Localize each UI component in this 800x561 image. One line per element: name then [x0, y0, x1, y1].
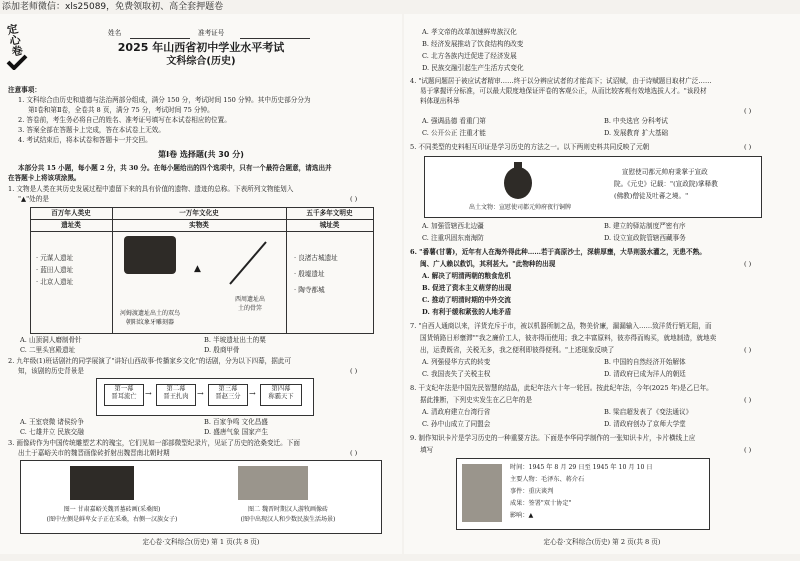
ticket-label: 准考证号 — [198, 29, 225, 37]
q3-option: C. 北方各族内迁促进了经济发展 — [422, 52, 517, 60]
q6-option: A. 解决了明清两朝的粮食危机 — [422, 272, 511, 280]
q2-stem: 2. 九年级(1)班话剧社的同学展演了"讲好山西故事·传播家乡文化"的话剧，分为以下四幕，据此可 — [8, 357, 292, 365]
card-line: 事件：重庆谈判 — [510, 488, 554, 495]
q3-stem: 3. 画像砖作为中国传统雕塑艺术的瑰宝，它们见如一部部微型纪录片，见证了历史的沧桑变迁。下面 — [8, 439, 300, 447]
q7-option: C. 我国丧失了关税主权 — [422, 370, 491, 378]
card-line: 影响：▲ — [510, 512, 534, 519]
table-cell: · 良渚古城遗址 — [294, 254, 338, 262]
note-line: 1. 文科综合由历史和道德与法治两部分组成，满分 150 分，考试时间 150 分钟。其中历史部分分为 — [18, 96, 311, 104]
q6-option: B. 促进了资本主义萌芽的出现 — [422, 284, 512, 292]
note-line: 3. 答案全部在答题卡上完成，答在本试卷上无效。 — [18, 126, 165, 134]
left-page — [0, 14, 402, 554]
quote-line: 宣慰使司都元帅府秉掌于宣政 — [622, 168, 708, 176]
arrow-right-icon: → — [249, 389, 256, 398]
q8-answer-paren: ( ) — [744, 396, 752, 404]
q1-stem: "▲"处的是 — [18, 195, 49, 203]
q3-option: B. 经济发展推动了饮食结构的改变 — [422, 40, 524, 48]
table-cell: · 陶寺都城 — [294, 286, 325, 294]
image-caption: 出土文物：宣慰使司都元帅府夜行铜牌 — [468, 204, 571, 211]
image-caption: 西周遗址出 — [234, 296, 265, 303]
historical-photo — [462, 464, 502, 522]
quote-line: (佛教)僧徒及吐蕃之境。" — [614, 192, 689, 200]
q7-option: A. 列强侵华方式的转变 — [422, 358, 491, 366]
q7-stem: 国货销路日形壅滞""我之廉价工人，彼亦得而使用；我之丰富原料，彼亦得而购买，就地制造，就地卖 — [420, 334, 717, 342]
ivory-carving-image — [124, 236, 176, 274]
q1-stem: 1. 文物是人类在其历史发展过程中遗留下来的具有价值的遗物、遗迹的总称。下表所列文物能划入 — [8, 185, 294, 193]
q7-stem: 7. "自西人通商以来，洋货充斥于市，被以机器所制之品，物美价廉，漏漏输入……致洋货行销无阻，而 — [410, 322, 712, 330]
table-cell: · 北京人遗址 — [36, 278, 74, 286]
q7-option: D. 清政府已成为洋人的朝廷 — [604, 370, 686, 378]
q5-option: A. 加强管辖西北边疆 — [422, 222, 484, 230]
arrow-right-icon: → — [145, 389, 152, 398]
q1-option: A. 山顶洞人磨制骨针 — [20, 336, 82, 344]
table-cell: · 蓝田人遗址 — [36, 266, 74, 274]
q4-stem: 易于掌握评分标准，可以最大限度地保证评卷的客观公正，从而比较客观有效地选拔人才。"该段材 — [420, 87, 707, 95]
q5-option: C. 注重巩固东南海防 — [422, 234, 484, 242]
q3-answer-paren: ( ) — [350, 449, 358, 457]
section-intro: 本部分共 15 小题，每小题 2 分，共 30 分。在每小题给出的四个选项中，只有一个最符合题意，请选出并 — [18, 164, 332, 172]
card-line: 主要人物：毛泽东、蒋介石 — [510, 476, 585, 483]
figure-caption: (图中左侧是鲜卑女子正在采桑，右侧一汉族女子) — [46, 516, 178, 523]
table-header: 五千多年文明史 — [306, 209, 353, 217]
q8-stem: 8. 干支纪年法是中国先民智慧的结晶，此纪年法六十年一轮回。按此纪年法，今年(2025 年)是乙巳年。 — [410, 384, 713, 392]
q8-option: D. 清政府创办了京师大学堂 — [604, 420, 686, 428]
q8-option: B. 梁启超发表了《变法通议》 — [604, 408, 693, 416]
q2-option: A. 王室衰微 诸侯纷争 — [20, 418, 84, 426]
table-cell: · 殷墟遗址 — [294, 270, 325, 278]
card-line: 时间：1945 年 8 月 29 日至 1945 年 10 月 10 日 — [510, 464, 653, 471]
q1-answer-paren: ( ) — [350, 195, 358, 203]
q2-answer-paren: ( ) — [350, 367, 358, 375]
q4-option: B. 中央选官 分科考试 — [604, 117, 668, 125]
name-line — [130, 38, 190, 39]
image-caption: 土的骨笄 — [237, 305, 262, 312]
exam-subtitle: 文科综合(历史) — [166, 56, 236, 67]
q4-stem: 料体现出科举 — [420, 97, 460, 105]
q9-answer-paren: ( ) — [744, 446, 752, 454]
q7-answer-paren: ( ) — [744, 346, 752, 354]
card-line: 成果：签署"双十协定" — [510, 500, 572, 507]
q2-stem: 知，该剧的历史背景是 — [18, 367, 84, 375]
logo: 定心卷 — [5, 22, 25, 59]
q8-option: A. 清政府建立台湾行省 — [422, 408, 491, 416]
image-caption: 河姆渡遗址出土的双鸟 — [119, 310, 180, 317]
q3-option: A. 孝文帝的改革加速鲜卑族汉化 — [422, 28, 517, 36]
ticket-line — [240, 38, 310, 39]
note-line: 2. 答卷前，考生务必将自己的姓名、准考证号填写在本试卷相应的位置。 — [18, 116, 231, 124]
table-subheader: 城址类 — [319, 221, 340, 229]
table-header: 百万年人类史 — [51, 209, 91, 217]
flow-step: 第三幕 晋赵三分 — [208, 384, 248, 406]
brick-painting-image — [70, 466, 134, 500]
figure-caption: (图中出现汉人和少数民族生活场景) — [240, 516, 336, 523]
bronze-token-image — [502, 162, 534, 200]
q4-answer-paren: ( ) — [744, 107, 752, 115]
page-footer: 定心卷·文科综合(历史) 第 1 页(共 8 页) — [142, 538, 260, 546]
q5-stem: 5. 不同类型的史料相互印证是学习历史的方法之一。以下两则史料共同反映了元朝 — [410, 143, 650, 151]
flow-step: 第一幕 晋耳流亡 — [104, 384, 144, 406]
figure-caption: 图二 魏晋时期汉人游牧画像砖 — [248, 506, 328, 513]
q4-option: D. 发展教育 扩大基础 — [604, 129, 669, 137]
q7-option: B. 中国的自然经济开始解体 — [604, 358, 686, 366]
q4-option: C. 公开公正 注重才能 — [422, 129, 486, 137]
q3-option: D. 民族交融引起生产生活方式变化 — [422, 64, 524, 72]
triangle-placeholder: ▲ — [194, 264, 201, 274]
section-title: 第Ⅰ卷 选择题(共 30 分) — [158, 150, 244, 159]
flow-step: 第四幕 称霸天下 — [260, 384, 302, 406]
q8-option: C. 孙中山成立了同盟会 — [422, 420, 491, 428]
note-line: 4. 考试结束后，将本试卷和答题卡一并交回。 — [18, 136, 152, 144]
note-line: 第Ⅰ卷和第Ⅱ卷，全卷共 8 页，满分 75 分，考试时间 75 分钟。 — [28, 106, 214, 114]
figure-caption: 图一 甘肃嘉峪关魏晋墓砖画(采桑图) — [63, 506, 161, 513]
q4-stem: 4. "试题问题居于被应试者精审……终于以分辨应试者的才能高下；试诏赋，由于诗赋题目取材广泛…… — [410, 77, 712, 85]
right-page — [404, 14, 800, 554]
q8-stem: 据此推断，下列史实发生在乙巳年的是 — [420, 396, 533, 404]
q9-stem: 填写 — [420, 446, 434, 454]
notes-title: 注意事项： — [8, 86, 41, 94]
exam-title: 2025 年山西省初中学业水平考试 — [117, 41, 285, 54]
flow-step: 第二幕 晋王扎肉 — [156, 384, 196, 406]
name-label: 姓名 — [108, 29, 122, 37]
table-subheader: 实物类 — [189, 221, 209, 229]
q4-option: A. 强调品德 看重门第 — [422, 117, 486, 125]
q5-option: D. 设立宣政院管辖西藏事务 — [604, 234, 686, 242]
section-intro: 在答题卡上将该项涂黑。 — [8, 174, 81, 182]
q6-answer-paren: ( ) — [744, 260, 752, 268]
q5-answer-paren: ( ) — [744, 143, 752, 151]
q2-option: C. 七雄并立 民族交融 — [20, 428, 84, 436]
q2-option: D. 盛唐气象 国家产生 — [204, 428, 269, 436]
table-rule — [30, 219, 373, 220]
q2-option: B. 百家争鸣 文化昌盛 — [204, 418, 268, 426]
table-cell: · 元谋人遗址 — [36, 254, 74, 262]
q5-option: B. 建立的驿站制度严密有序 — [604, 222, 686, 230]
arrow-right-icon: → — [197, 389, 204, 398]
q7-stem: 出，运费既省，关税无多，我之便利即彼得便利。"上述现象反映了 — [420, 346, 615, 354]
q1-option: D. 殷商甲骨 — [204, 346, 240, 354]
q1-option: B. 半坡遗址出土的粟 — [204, 336, 266, 344]
brick-painting-image — [238, 466, 308, 500]
bone-hairpin-image — [226, 240, 270, 286]
table-subheader: 遗址类 — [61, 221, 81, 229]
q1-option: C. 二里头宫殿遗址 — [20, 346, 76, 354]
q3-stem: 出土于嘉峪关市的魏晋画像砖折射出魏晋南北朝时期 — [18, 449, 170, 457]
table-rule — [30, 231, 373, 232]
q6-stem: 6. "番薯(甘薯)，近年有人在海外得此种……若于高原沙土，深耕厚壅，大旱则汲水灌之，无患不熟。 — [410, 248, 706, 256]
page-footer: 定心卷·文科综合(历史) 第 2 页(共 8 页) — [543, 538, 661, 546]
q9-stem: 9. 制作知识卡片是学习历史的一种重要方法。下面是李华同学制作的一张知识卡片，卡片横线上应 — [410, 434, 696, 442]
q6-stem: 闽、广人赖以救饥，其利甚大。"此物种的出现 — [420, 260, 556, 268]
watermark-text: 添加老师微信：xls25089，免费领取初、高全套押题卷 — [2, 2, 224, 12]
image-caption: 朝阳纹象牙雕刻器 — [125, 319, 174, 326]
q6-option: C. 推动了明清时期的中外交流 — [422, 296, 511, 304]
quote-line: 院。《元史》记载："(宣政院)掌释教 — [614, 180, 718, 188]
q6-option: D. 有利于缓和紧张的人地矛盾 — [422, 308, 512, 316]
table-header: 一万年文化史 — [179, 209, 219, 217]
